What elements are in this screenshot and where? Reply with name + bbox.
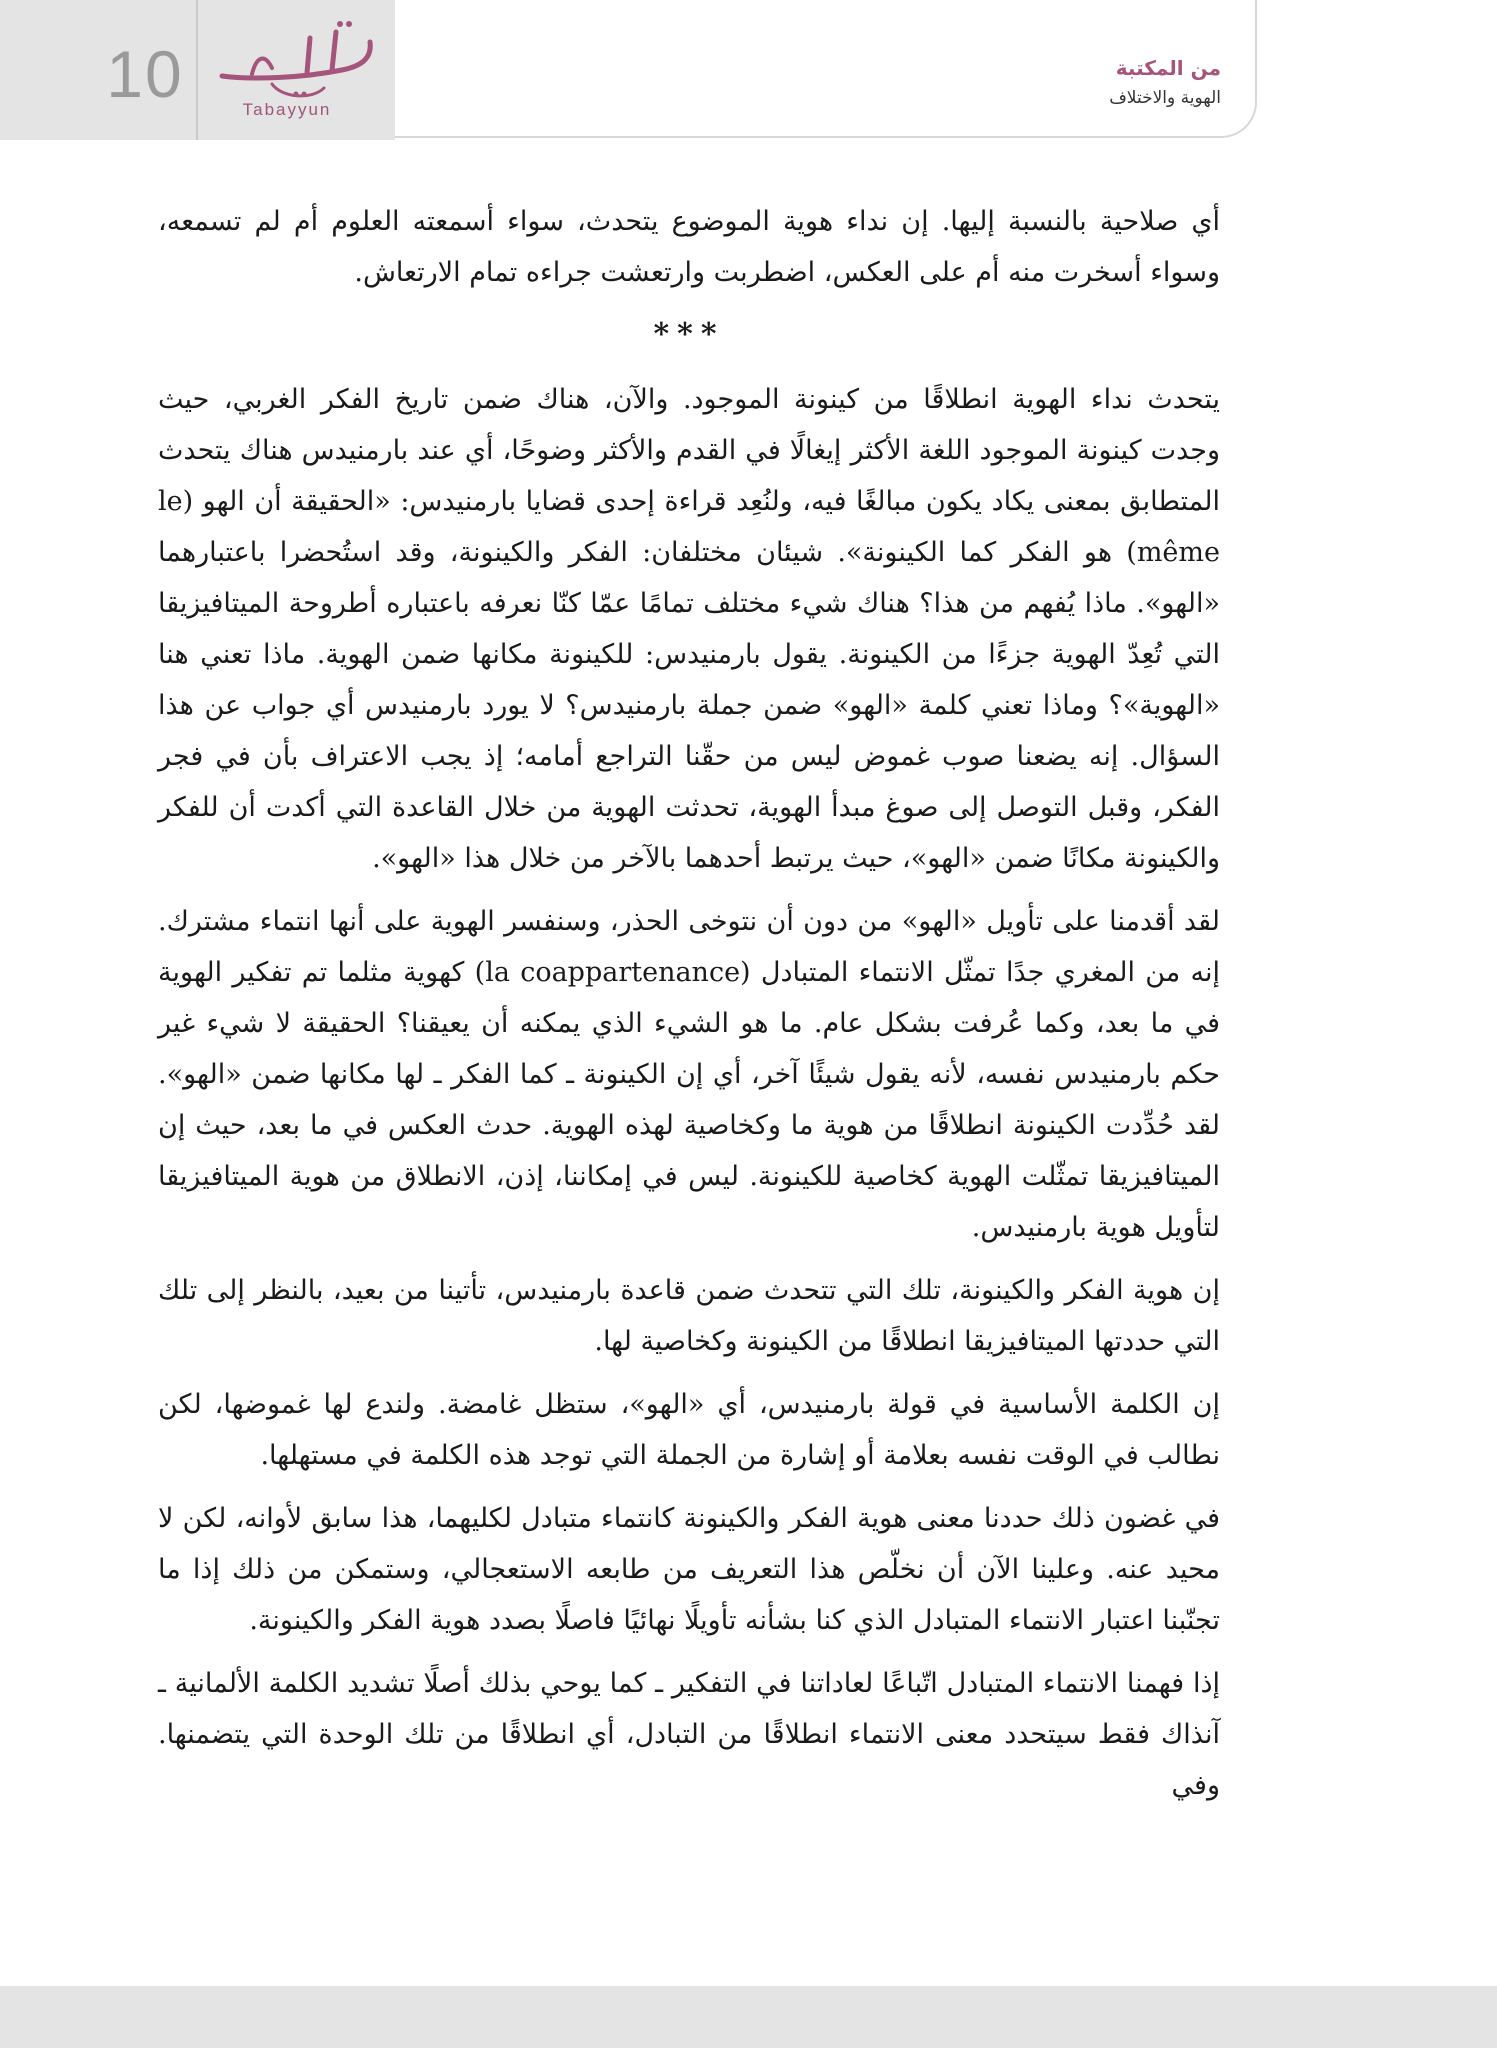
logo-calligraphy-icon xyxy=(212,18,382,104)
paragraph-5: في غضون ذلك حددنا معنى هوية الفكر والكينونة كانتماء متبادل لكليهما، هذا سابق لأوانه، لكن لا محيد عنه. وعلينا الآن أن نخلّص هذا التعريف من طابعه الاستعجالي، وستمكن من ذلك إذا ما تجنّبنا اعتبار الانتماء المتبادل الذي كنا بشأنه تأويلًا نهائيًا فاصلًا بصدد هوية الفكر والكينونة. xyxy=(158,1503,1220,1636)
paragraph-4: إن الكلمة الأساسية في قولة بارمنيدس، أي «الهو»، ستظل غامضة. ولندع لها غموضها، لكن نطالب في الوقت نفسه بعلامة أو إشارة من الجملة التي توجد هذه الكلمة في مستهلها. xyxy=(158,1389,1220,1471)
logo-text: Tabayyun xyxy=(242,100,332,119)
paragraph-2: لقد أقدمنا على تأويل «الهو» من دون أن نتوخى الحذر، وسنفسر الهوية على أنها انتماء مشترك. إنه من المغري جدًا تمثّل الانتماء المتبادل (la coappartenance) كهوية مثلما تم تفكير الهوية في ما بعد، وكما عُرفت بشكل عام. ما هو الشيء الذي يمكنه أن يعيقنا؟ الحقيقة لا شيء غير حكم بارمنيدس نفسه، لأنه يقول شيئًا آخر، أي إن الكينونة ـ كما الفكر ـ لها مكانها ضمن «الهو». لقد حُدِّدت الكينونة انطلاقًا من هوية ما وكخاصية لهذه الهوية. حدث العكس في ما بعد، حيث إن الميتافيزيقا تمثّلت الهوية كخاصية للكينونة. ليس في إمكاننا، إذن، الانطلاق من هوية الميتافيزيقا لتأويل هوية بارمنيدس. xyxy=(158,906,1220,1243)
tabayyun-logo xyxy=(212,18,382,130)
article-body xyxy=(158,196,1220,1823)
section-title: من المكتبة xyxy=(1115,56,1221,80)
paragraph-6: إذا فهمنا الانتماء المتبادل اتّباعًا لعاداتنا في التفكير ـ كما يوحي بذلك أصلًا تشديد الكلمة الألمانية ـ آنذاك فقط سيتحدد معنى الانتماء انطلاقًا من التبادل، أي انطلاقًا من تلك الوحدة التي يتضمنها. وفي xyxy=(158,1668,1220,1801)
page-number: 10 xyxy=(106,37,184,111)
header-divider xyxy=(196,0,198,140)
paragraph-3: إن هوية الفكر والكينونة، تلك التي تتحدث ضمن قاعدة بارمنيدس، تأتينا من بعيد، بالنظر إلى تلك التي حددتها الميتافيزيقا انطلاقًا من الكينونة وكخاصية لها. xyxy=(158,1275,1220,1357)
paragraph-1: يتحدث نداء الهوية انطلاقًا من كينونة الموجود. والآن، هناك ضمن تاريخ الفكر الغربي، حيث وجدت كينونة الموجود اللغة الأكثر إيغالًا في القدم والأكثر وضوحًا، أي عند بارمنيدس هناك يتحدث المتطابق بمعنى يكاد يكون مبالغًا فيه، ولنُعِد قراءة إحدى قضايا بارمنيدس: «الحقيقة أن الهو (le même) هو الفكر كما الكينونة». شيئان مختلفان: الفكر والكينونة، وقد استُحضرا باعتبارهما «الهو». ماذا يُفهم من هذا؟ هناك شيء مختلف تمامًا عمّا كنّا نعرفه باعتباره أطروحة الميتافيزيقا التي تُعِدّ الهوية جزءًا من الكينونة. يقول بارمنيدس: للكينونة مكانها ضمن الهوية. ماذا تعني هنا «الهوية»؟ وماذا تعني كلمة «الهو» ضمن جملة بارمنيدس؟ لا يورد بارمنيدس أي جواب عن هذا السؤال. إنه يضعنا صوب غموض ليس من حقّنا التراجع أمامه؛ إذ يجب الاعتراف بأن في فجر الفكر، وقبل التوصل إلى صوغ مبدأ الهوية، تحدثت الهوية من خلال القاعدة التي أكدت أن للفكر والكينونة مكانًا ضمن «الهو»، حيث يرتبط أحدهما بالآخر من خلال هذا «الهو». xyxy=(158,384,1220,874)
section-subtitle: الهوية والاختلاف xyxy=(1109,88,1221,108)
paragraph-0: أي صلاحية بالنسبة إليها. إن نداء هوية الموضوع يتحدث، سواء أسمعته العلوم أم لم تسمعه، وسواء أسخرت منه أم على العكس، اضطربت وارتعشت جراءه تمام الارتعاش. xyxy=(158,206,1220,288)
footer-bar xyxy=(0,1986,1497,2048)
section-separator: *** xyxy=(653,317,725,352)
